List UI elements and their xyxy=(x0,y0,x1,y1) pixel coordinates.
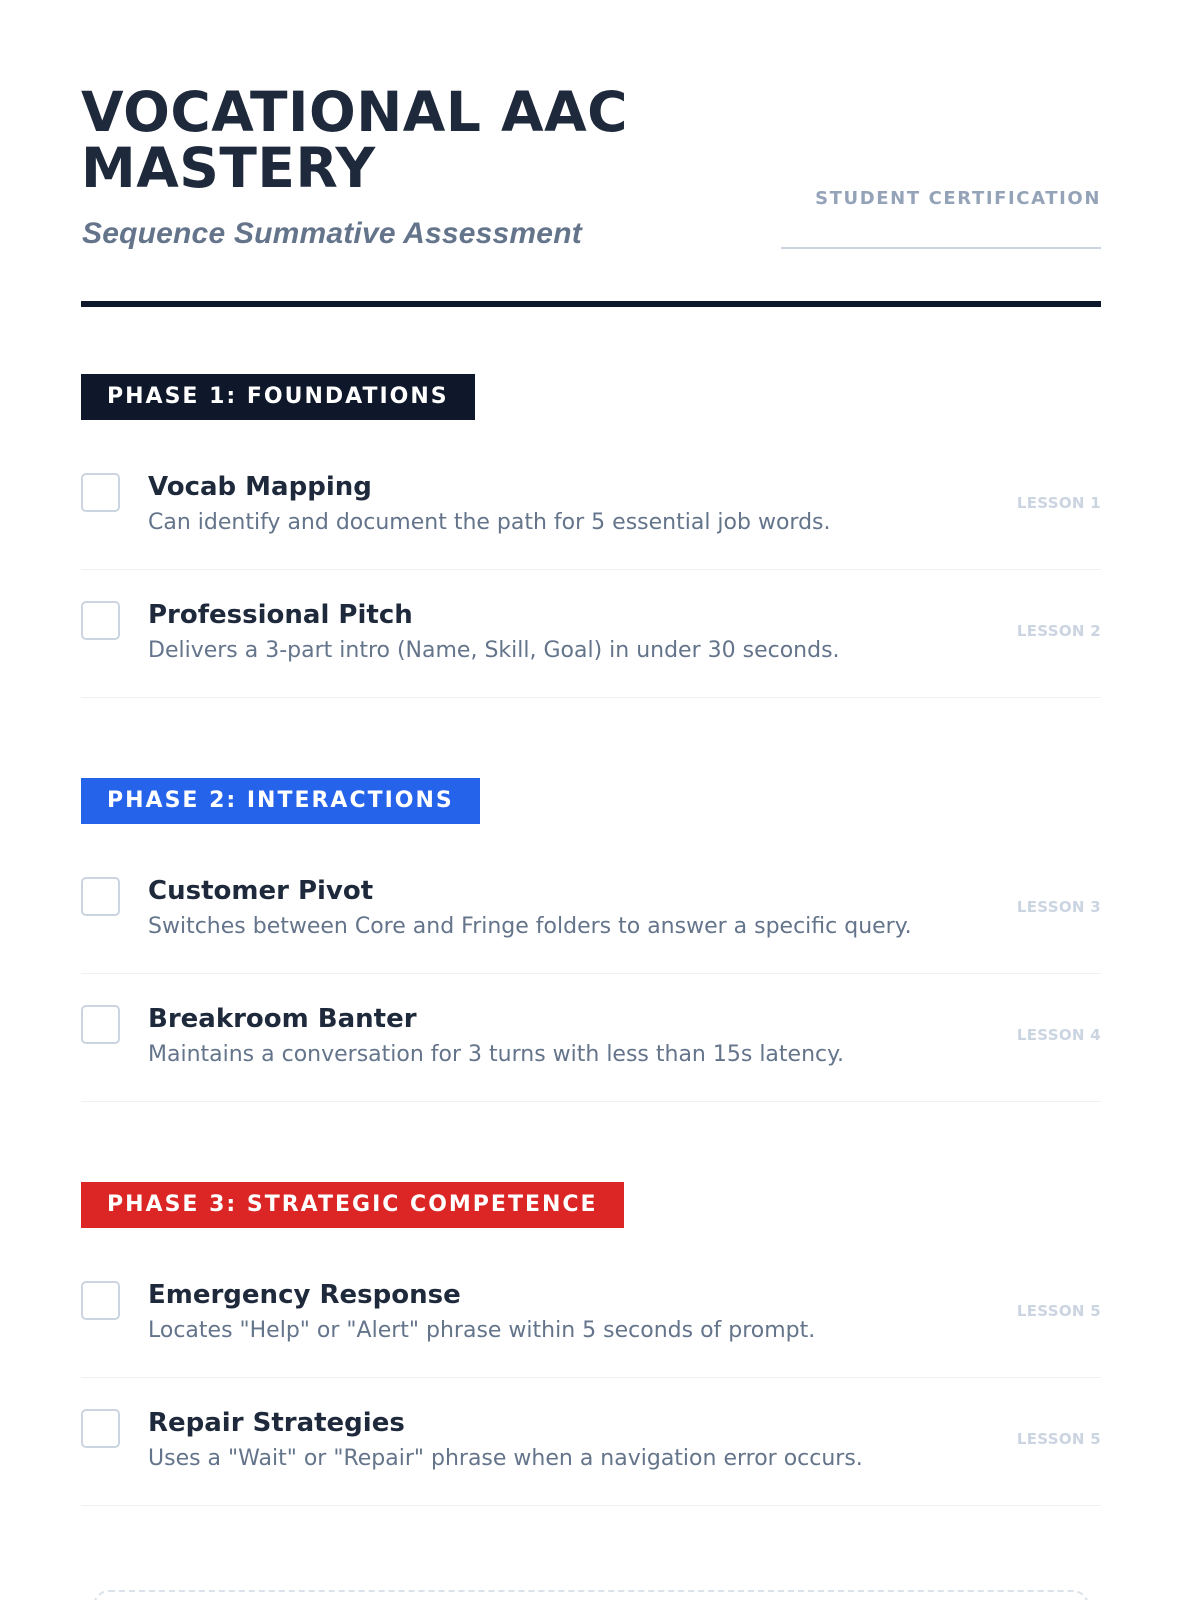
checklist-item xyxy=(81,442,1101,570)
lesson-tag: LESSON 1 xyxy=(1016,494,1101,512)
item-description: Uses a "Wait" or "Repair" phrase when a navigation error occurs. xyxy=(148,1446,863,1471)
item-checkbox[interactable] xyxy=(81,1005,120,1044)
notes-box xyxy=(93,1590,1089,1600)
lesson-tag: LESSON 5 xyxy=(1016,1430,1101,1448)
item-checkbox[interactable] xyxy=(81,1281,120,1320)
item-description: Delivers a 3-part intro (Name, Skill, Goal) in under 30 seconds. xyxy=(148,638,840,663)
item-checkbox[interactable] xyxy=(81,601,120,640)
phase-badge: PHASE 1: FOUNDATIONS xyxy=(81,374,475,420)
item-title: Professional Pitch xyxy=(148,600,413,630)
item-description: Switches between Core and Fringe folders to answer a specific query. xyxy=(148,914,912,939)
phase-1-section xyxy=(81,374,1101,698)
student-certification xyxy=(781,188,1101,249)
checklist-item xyxy=(81,1378,1101,1506)
checklist-item xyxy=(81,570,1101,698)
item-description: Locates "Help" or "Alert" phrase within 5 seconds of prompt. xyxy=(148,1318,816,1343)
page-title xyxy=(81,80,721,200)
item-description: Maintains a conversation for 3 turns with less than 15s latency. xyxy=(148,1042,844,1067)
item-description: Can identify and document the path for 5 essential job words. xyxy=(148,510,831,535)
item-title: Customer Pivot xyxy=(148,876,374,906)
page-subtitle: Sequence Summative Assessment xyxy=(82,217,582,250)
checklist-item xyxy=(81,1250,1101,1378)
item-title: Repair Strategies xyxy=(148,1408,405,1438)
item-checkbox[interactable] xyxy=(81,473,120,512)
phase-badge: PHASE 3: STRATEGIC COMPETENCE xyxy=(81,1182,624,1228)
item-checkbox[interactable] xyxy=(81,1409,120,1448)
title-line-2: MASTERY xyxy=(81,136,376,200)
phase-3-section xyxy=(81,1182,1101,1506)
phase-badge: PHASE 2: INTERACTIONS xyxy=(81,778,480,824)
item-title: Emergency Response xyxy=(148,1280,461,1310)
item-title: Breakroom Banter xyxy=(148,1004,417,1034)
item-checkbox[interactable] xyxy=(81,877,120,916)
checklist-item xyxy=(81,974,1101,1102)
checklist-item xyxy=(81,846,1101,974)
certification-label: STUDENT CERTIFICATION xyxy=(815,188,1101,209)
item-title: Vocab Mapping xyxy=(148,472,372,502)
lesson-tag: LESSON 3 xyxy=(1016,898,1101,916)
lesson-tag: LESSON 4 xyxy=(1016,1026,1101,1044)
title-line-1: VOCATIONAL AAC xyxy=(81,80,629,144)
certification-signature-line[interactable] xyxy=(781,247,1101,249)
lesson-tag: LESSON 2 xyxy=(1016,622,1101,640)
header-divider xyxy=(81,301,1101,307)
phase-2-section xyxy=(81,778,1101,1102)
page-header xyxy=(81,0,1101,307)
lesson-tag: LESSON 5 xyxy=(1016,1302,1101,1320)
